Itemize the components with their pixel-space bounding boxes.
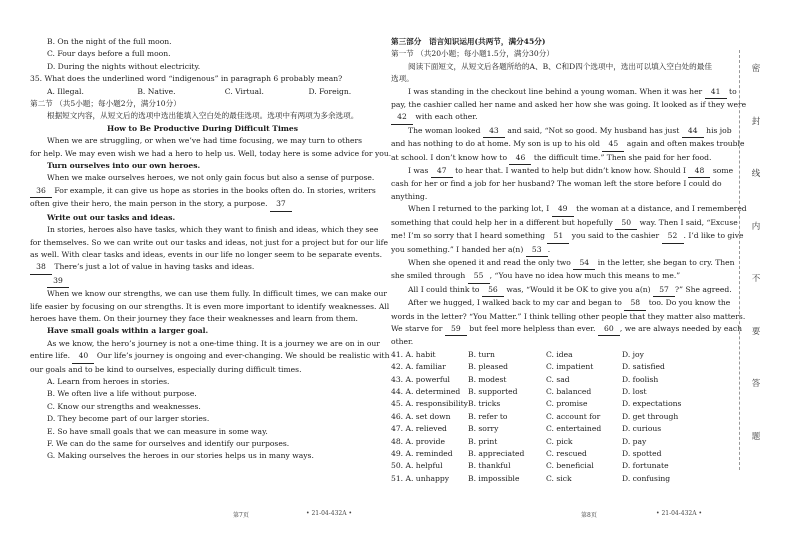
choice-option: B. appreciated <box>468 449 525 458</box>
choice-row <box>391 361 683 373</box>
choice-option: B. sorry <box>468 424 499 434</box>
para3-line4: 38 There’s just a lot of value in having tasks and ideas. <box>30 261 375 274</box>
choice-option: C. pick <box>546 436 573 446</box>
binding-char: 题 <box>751 431 761 442</box>
blank-52[interactable]: 52 <box>662 230 684 243</box>
choice-row <box>391 436 683 448</box>
blank-45[interactable]: 45 <box>602 138 624 151</box>
blank-50[interactable]: 50 <box>615 217 637 230</box>
choice-row <box>391 448 683 460</box>
passage-line <box>391 99 747 111</box>
blank-55[interactable]: 55 <box>468 270 490 283</box>
para1-line2: for help. We may even wish we had a hero to help us. Well, today here is some advice for you. <box>30 148 392 158</box>
choice-option: 43. A. powerful <box>391 374 450 384</box>
passage-text: she smiled through <box>391 271 468 281</box>
passage-text: After we hugged, I walked back to my car and began to <box>408 298 625 308</box>
passage-line <box>391 257 735 270</box>
para4-line1: When we know our strengths, we can use them fully. In difficult times, we can make our <box>47 289 387 299</box>
blank-39[interactable]: 39 <box>47 275 69 288</box>
choice-option: D. curious <box>622 424 662 434</box>
blank-53[interactable]: 53 <box>526 244 548 257</box>
choice-option: B. print <box>468 436 498 446</box>
choice-option: B. modest <box>468 374 507 384</box>
para4-line3: heroes have them. On their journey they face their weaknesses and learn from them. <box>30 313 358 323</box>
passage-text: cash for her or find a job for her husband? The woman left the store before I could do <box>391 179 722 189</box>
blank-37[interactable]: 37 <box>270 198 292 211</box>
choice-option: C. sick <box>546 473 572 483</box>
option-f: F. We can do the same for ourselves and identify our purposes. <box>47 439 290 448</box>
choice-option: D. get through <box>622 411 679 421</box>
passage-text: me! I’m so sorry that I heard something <box>391 231 548 241</box>
q34-option-c: C. Four days before a full moon. <box>47 49 171 59</box>
left-column <box>30 36 392 463</box>
passage-text: All I could think to <box>408 284 482 294</box>
para2-line2: 36 For example, it can give us hope as stories in the books often do. In stories, writers <box>30 185 375 198</box>
choice-option: B. impossible <box>468 473 520 483</box>
choice-option: B. supported <box>468 386 518 396</box>
passage-text: and has nothing to do at home. My son is up to his old <box>391 139 603 149</box>
passage-line <box>391 323 743 336</box>
blank-57[interactable]: 57 <box>653 284 675 297</box>
left-page-code: • 21-04-432A • <box>306 510 353 517</box>
q35-option-b: B. Native. <box>137 86 176 96</box>
para2-line1: When we make ourselves heroes, we not only gain focus but also a sense of purpose. <box>47 173 375 183</box>
para5-line1: As we know, the hero’s journey is not a one-time thing. It is a journey we are on in our <box>47 338 380 348</box>
passage-line <box>391 178 722 190</box>
q35-option-d: D. Foreign. <box>308 86 352 96</box>
choice-option: C. beneficial <box>546 461 594 471</box>
choice-row <box>391 374 683 386</box>
choice-option: C. sad <box>546 374 570 384</box>
choice-option: D. spotted <box>622 449 662 458</box>
blank-47[interactable]: 47 <box>431 165 453 178</box>
passage-text: . I’d like to give <box>683 231 744 241</box>
choice-row <box>391 386 683 398</box>
passage-text: , we are always needed by each <box>619 323 743 333</box>
right-column <box>391 36 747 485</box>
blank-38[interactable]: 38 <box>30 261 52 274</box>
left-page-number: 第7页 <box>233 512 249 519</box>
choice-option: C. account for <box>546 411 601 421</box>
choice-option: D. lost <box>622 386 647 396</box>
para3-line2: for themselves. So we can write out our tasks and ideas, not just for a project but for our life <box>30 237 388 247</box>
right-page-code: • 21-04-432A • <box>656 510 703 517</box>
passage-text: I was standing in the checkout line behind a young woman. When it was her <box>408 86 705 96</box>
para3-line1: In stories, heroes also have tasks, which they want to finish and ideas, which they see <box>47 225 379 235</box>
part3-heading: 第三部分 语言知识运用(共两节，满分45分) <box>391 37 546 46</box>
passage-line <box>391 336 683 348</box>
passage-text: and said, “Not so good. My husband has just <box>504 125 682 135</box>
passage-text: his job <box>703 125 732 135</box>
passage-text: you said to the cashier <box>569 231 662 241</box>
passage-title: How to Be Productive During Difficult Times <box>107 123 298 133</box>
choice-row <box>391 460 683 472</box>
blank-44[interactable]: 44 <box>682 125 704 138</box>
passage-line <box>391 311 746 323</box>
blank-43[interactable]: 43 <box>483 125 505 138</box>
choice-option: D. pay <box>622 436 647 446</box>
binding-char: 密 <box>751 64 761 74</box>
blank-58[interactable]: 58 <box>624 297 646 310</box>
passage-text: other. <box>391 337 414 347</box>
section1-heading: 第一节 （共20小题；每小题1.5分，满分30分） <box>391 49 554 59</box>
passage-text: but feel more helpless than ever. <box>466 323 598 333</box>
passage-text: in the letter, she began to cry. Then <box>595 257 735 267</box>
binding-char: 答 <box>751 379 761 390</box>
blank-48[interactable]: 48 <box>688 165 710 178</box>
passage-line <box>391 125 732 138</box>
passage-line <box>391 165 734 178</box>
passage-text: anything. <box>391 191 428 201</box>
passage-text: again and often makes trouble <box>624 139 745 149</box>
choice-row <box>391 398 683 410</box>
passage-text: ?” She agreed. <box>675 284 732 294</box>
para5-line3: our goals and to be kind to ourselves, especially during difficult times. <box>30 364 302 374</box>
passage-text: , “You have no idea how much this means to me.” <box>489 271 681 281</box>
choice-option: B. turn <box>468 349 495 359</box>
passage-text: When I returned to the parking lot, I <box>408 204 552 214</box>
choice-option: D. foolish <box>622 374 659 384</box>
choice-row <box>391 349 683 361</box>
choice-option: C. promise <box>546 399 588 409</box>
choice-option: D. satisfied <box>622 362 665 372</box>
passage-text: the woman at a distance, and I remembered <box>573 204 747 214</box>
choice-option: B. refer to <box>468 411 508 421</box>
choice-option: 51. A. unhappy <box>391 473 450 483</box>
choice-option: C. balanced <box>546 386 592 396</box>
passage-line <box>391 86 737 99</box>
passage-text: words in the letter? “You Matter.” I think telling other people that they matter also matters. <box>391 311 746 321</box>
para3-line5 <box>30 275 375 288</box>
blank-59[interactable]: 59 <box>445 323 467 336</box>
choice-option: 41. A. habit <box>391 349 436 359</box>
passage-line <box>391 111 683 124</box>
q35-stem: 35. What does the underlined word “indigenous” in paragraph 6 probably mean? <box>30 74 343 84</box>
cloze-passage <box>391 86 747 349</box>
passage-text: When she opened it and read the only two <box>408 257 574 267</box>
passage-text: was, “Would it be OK to give you a(n) <box>503 284 654 294</box>
para5-line2: entire life. 40 Our life’s journey is ongoing and ever-changing. We should be realistic with <box>30 350 375 363</box>
choice-option: C. idea <box>546 349 573 359</box>
passage-text: The woman looked <box>408 125 483 135</box>
choice-option: C. impatient <box>546 362 594 372</box>
passage-text: too. Do you know the <box>646 298 731 308</box>
choice-option: 46. A. set down <box>391 411 451 421</box>
binding-char: 要 <box>751 326 761 337</box>
choice-option: D. confusing <box>622 473 671 483</box>
passage-text: with each other. <box>413 112 478 122</box>
passage-text: to <box>726 86 737 96</box>
choice-option: 48. A. provide <box>391 436 445 446</box>
binding-char: 不 <box>751 274 761 285</box>
choice-row <box>391 423 683 435</box>
blank-36[interactable]: 36 <box>30 185 52 198</box>
choice-option: D. expectations <box>622 399 682 409</box>
choice-option: 50. A. helpful <box>391 461 443 471</box>
passage-line <box>391 230 744 243</box>
binding-line <box>739 50 740 470</box>
subheading-1: Turn ourselves into our own heroes. <box>47 161 201 171</box>
binding-char: 封 <box>751 116 761 127</box>
passage-text: I was <box>408 166 431 176</box>
choice-option: C. entertained <box>546 424 602 434</box>
passage-text: . <box>547 244 551 254</box>
blank-42[interactable]: 42 <box>391 111 413 124</box>
para3-line3: as well. With clear tasks and ideas, events in our life no longer seem to be separate events. <box>30 249 383 259</box>
option-g: G. Making ourselves the heroes in our stories helps us in many ways. <box>47 451 314 461</box>
answer-choices <box>391 349 683 485</box>
option-a: A. Learn from heroes in stories. <box>47 376 170 386</box>
passage-line <box>391 217 738 230</box>
q34-option-d: D. During the nights without electricity. <box>47 61 201 71</box>
para2-line3: often give their hero, the main person in the story, a purpose. 37 <box>30 198 375 211</box>
q35-options <box>30 86 375 98</box>
choice-option: D. fortunate <box>622 461 669 471</box>
choice-option: B. tricks <box>468 399 501 409</box>
passage-line <box>391 270 683 283</box>
passage-text: pay, the cashier called her name and asked her how she was going. It looked as if they were <box>391 100 747 110</box>
choice-option: 47. A. relieved <box>391 424 447 434</box>
passage-text: at school. I don’t know how to <box>391 152 510 162</box>
blank-54[interactable]: 54 <box>573 257 595 270</box>
passage-text: something that could help her in a different but hopefully <box>391 217 616 227</box>
choice-option: 44. A. determined <box>391 386 461 396</box>
passage-line <box>391 297 731 310</box>
passage-line <box>391 152 712 165</box>
blank-41[interactable]: 41 <box>705 86 727 99</box>
binding-char: 内 <box>751 221 761 232</box>
option-c: C. Know our strengths and weaknesses. <box>47 401 201 411</box>
choice-option: B. pleased <box>468 362 508 372</box>
blank-60[interactable]: 60 <box>598 323 620 336</box>
passage-line <box>391 284 732 297</box>
subheading-3: Have small goals within a larger goal. <box>47 326 209 336</box>
option-d: D. They become part of our larger stories. <box>47 414 210 424</box>
passage-line <box>391 244 683 257</box>
passage-text: some <box>710 166 734 176</box>
passage-text: you something.” I handed her a(n) <box>391 244 526 254</box>
passage-text: We starve for <box>391 323 445 333</box>
section2-heading: 第二节 （共5小题；每小题2分，满分10分） <box>30 99 181 109</box>
choice-option: C. rescued <box>546 449 587 458</box>
binding-char: 线 <box>751 169 761 180</box>
option-b: B. We often live a life without purpose. <box>47 389 197 399</box>
passage-line <box>391 191 683 203</box>
instruction-line2: 选项。 <box>391 74 414 84</box>
choice-row <box>391 411 683 423</box>
q35-option-a: A. Illegal. <box>47 86 84 96</box>
instruction-line1: 阅读下面短文，从短文后各题所给的A、B、C和D四个选项中，选出可以填入空白处的最佳 <box>408 61 712 71</box>
para4-line2: life easier by focusing on our strengths. It is even more important to identify weaknesses. All <box>30 301 390 311</box>
binding-notice <box>749 62 763 442</box>
option-e: E. So have small goals that we can measure in some way. <box>47 426 268 436</box>
passage-line <box>391 203 747 216</box>
passage-text: way. Then I said, “Excuse <box>637 217 738 227</box>
choice-option: 45. A. responsibility <box>391 399 468 409</box>
right-page-number: 第8页 <box>581 512 597 519</box>
q34-option-b: B. On the night of the full moon. <box>47 37 172 46</box>
para1-line1: When we are struggling, or when we’ve had time focusing, we may turn to others <box>47 136 363 146</box>
blank-40[interactable]: 40 <box>72 350 94 363</box>
choice-option: 49. A. reminded <box>391 449 453 458</box>
q35-option-c: C. Virtual. <box>224 86 264 96</box>
choice-option: B. thankful <box>468 461 511 471</box>
choice-option: D. joy <box>622 349 644 359</box>
passage-text: the difficult time.” Then she paid for her food. <box>531 152 712 162</box>
blank-51[interactable]: 51 <box>547 230 569 243</box>
subheading-2: Write out our tasks and ideas. <box>47 212 176 222</box>
passage-text: to hear that. I wanted to help but didn’t know how. Should I <box>452 166 689 176</box>
choice-option: 42. A. familiar <box>391 362 446 372</box>
section2-instruction: 根据短文内容，从短文后的选项中选出能填入空白处的最佳选项。选项中有两项为多余选项。 <box>47 111 359 121</box>
passage-line <box>391 138 745 151</box>
choice-row <box>391 473 683 485</box>
blank-56[interactable]: 56 <box>482 284 504 297</box>
blank-49[interactable]: 49 <box>552 203 574 216</box>
blank-46[interactable]: 46 <box>509 152 531 165</box>
